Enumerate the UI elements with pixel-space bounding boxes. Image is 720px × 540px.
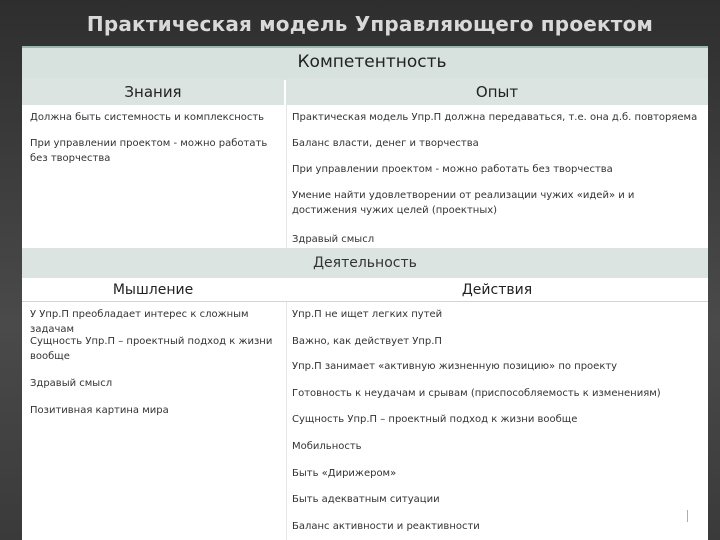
experience-item: Баланс власти, денег и творчества — [292, 138, 479, 149]
competence-header: Компетентность — [297, 52, 447, 72]
column-divider — [286, 302, 287, 540]
knowledge-item: Должна быть системность и комплексность — [30, 112, 265, 123]
slide-marker — [687, 510, 688, 522]
knowledge-header: Знания — [22, 78, 284, 105]
action-item: Мобильность — [292, 441, 362, 452]
thinking-item: У Упр.П преобладает интерес к сложным задачам — [30, 309, 249, 335]
knowledge-item: При управлении проектом - можно работать без творчества — [30, 138, 268, 164]
action-item: Упр.П занимает «активную жизненную позицию» по проекту — [292, 361, 618, 372]
experience-item: Здравый смысл — [292, 234, 375, 245]
action-item: Быть «Дирижером» — [292, 468, 397, 479]
thinking-header: Мышление — [112, 282, 194, 298]
activity-header: Деятельность — [313, 255, 417, 271]
thinking-item: Позитивная картина мира — [30, 405, 169, 416]
action-item: Упр.П не ищет легких путей — [292, 309, 443, 320]
action-item: Важно, как действует Упр.П — [292, 336, 442, 347]
actions-header: Действия — [461, 282, 533, 298]
thinking-item: Здравый смысл — [30, 378, 113, 389]
column-divider — [286, 105, 287, 248]
action-item: Быть адекватным ситуации — [292, 494, 440, 505]
slide-title: Практическая модель Управляющего проектом — [86, 12, 654, 36]
action-item: Сущность Упр.П – проектный подход к жизни вообще — [292, 414, 578, 425]
experience-item: Умение найти удовлетворении от реализации чужих «идей» и и достижения чужих целей (проектных) — [292, 190, 635, 216]
thinking-item: Сущность Упр.П – проектный подход к жизни вообще — [30, 336, 273, 362]
experience-item: При управлении проектом - можно работать без творчества — [292, 164, 613, 175]
action-item: Готовность к неудачам и срывам (приспособляемость к изменениям) — [292, 388, 661, 399]
experience-item: Практическая модель Упр.П должна передаваться, т.е. она д.б. повторяема — [292, 112, 698, 123]
experience-header: Опыт — [286, 78, 708, 105]
action-item: Баланс активности и реактивности — [292, 521, 480, 532]
content-table — [22, 46, 708, 540]
divider-line — [22, 301, 708, 302]
